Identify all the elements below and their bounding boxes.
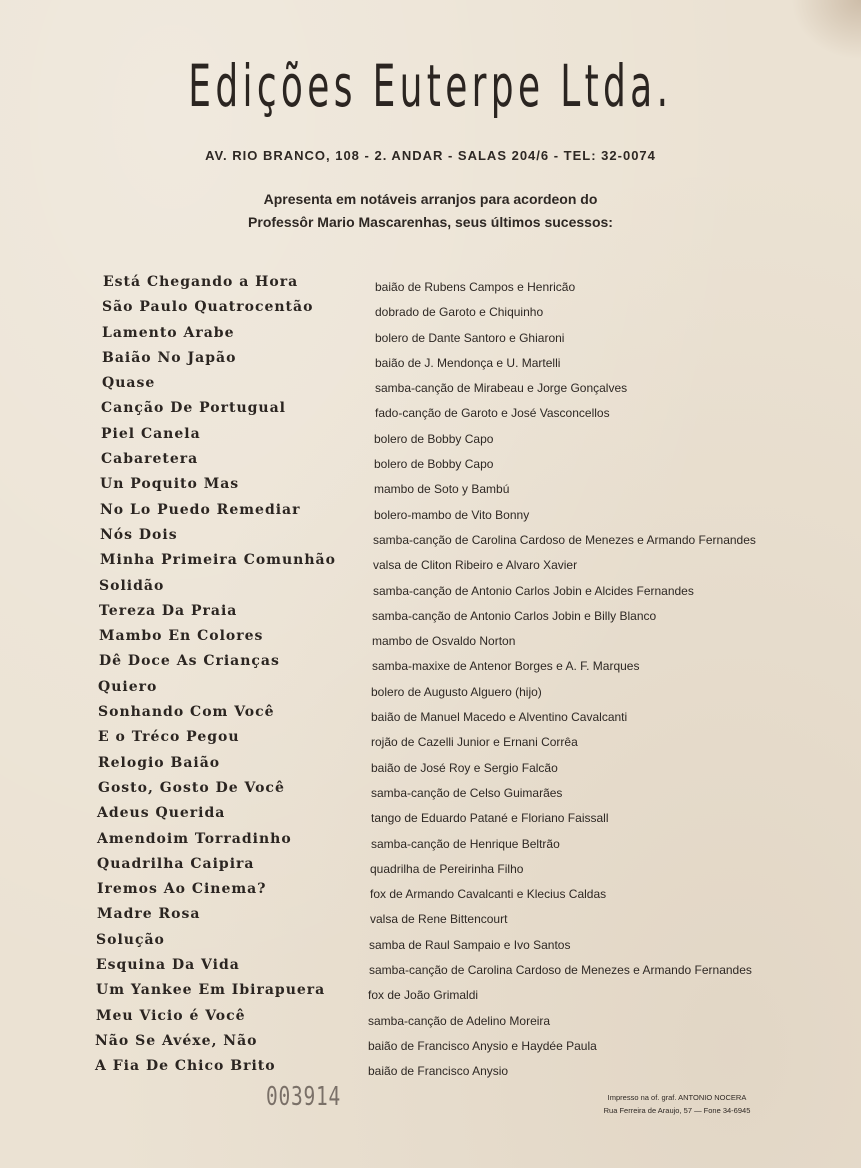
song-description: baião de José Roy e Sergio Falcão bbox=[371, 760, 558, 775]
list-item bbox=[0, 400, 861, 425]
song-description: bolero de Bobby Capo bbox=[374, 457, 494, 472]
publisher-title: Edições Euterpe Ltda. bbox=[188, 52, 673, 120]
song-description: dobrado de Garoto e Chiquinho bbox=[375, 305, 544, 320]
paper-stain bbox=[791, 0, 861, 60]
song-title: São Paulo Quatrocentão bbox=[102, 299, 314, 316]
song-description: baião de Rubens Campos e Henricão bbox=[375, 280, 576, 294]
intro-text bbox=[0, 188, 861, 234]
song-description: bolero de Dante Santoro e Ghiaroni bbox=[375, 330, 565, 345]
song-description: samba-canção de Carolina Cardoso de Menezes e Armando Fernandes bbox=[369, 963, 752, 978]
list-item bbox=[0, 299, 861, 324]
intro-line-1: Apresenta em notáveis arranjos para acordeon do bbox=[263, 191, 598, 207]
song-description: bolero de Bobby Capo bbox=[374, 431, 494, 446]
song-description: samba-canção de Carolina Cardoso de Menezes e Armando Fernandes bbox=[373, 532, 756, 547]
song-title: Quadrilha Caipira bbox=[97, 855, 255, 872]
song-title: Amendoim Torradinho bbox=[97, 830, 292, 847]
song-description: baião de Francisco Anysio bbox=[368, 1064, 509, 1079]
song-title: Solidão bbox=[99, 577, 165, 594]
printer-line-1: Impresso na of. graf. ANTONIO NOCERA bbox=[607, 1093, 747, 1102]
song-title: Minha Primeira Comunhão bbox=[100, 552, 336, 569]
list-item bbox=[0, 527, 861, 552]
song-title: A Fia De Chico Brito bbox=[95, 1058, 276, 1075]
song-description: quadrilha de Pereirinha Filho bbox=[370, 861, 524, 876]
list-item bbox=[0, 906, 861, 931]
song-description: samba-canção de Celso Guimarães bbox=[371, 785, 563, 800]
list-item bbox=[0, 881, 861, 906]
song-title: Mambo En Colores bbox=[99, 628, 264, 645]
printer-line-2: Rua Ferreira de Araujo, 57 — Fone 34-6945 bbox=[603, 1106, 751, 1115]
song-title: Nós Dois bbox=[100, 526, 178, 543]
song-description: baião de J. Mendonça e U. Martelli bbox=[375, 355, 561, 370]
song-title: Adeus Querida bbox=[97, 805, 226, 822]
song-title: Iremos Ao Cinema? bbox=[97, 881, 267, 898]
song-title: Canção De Portugual bbox=[101, 400, 286, 417]
list-item bbox=[0, 1008, 861, 1033]
song-title: Quase bbox=[102, 375, 156, 392]
list-item bbox=[0, 780, 861, 805]
song-title: Un Poquito Mas bbox=[100, 476, 240, 493]
song-title: E o Tréco Pegou bbox=[98, 729, 240, 746]
list-item bbox=[0, 805, 861, 830]
song-description: samba de Raul Sampaio e Ivo Santos bbox=[369, 937, 571, 952]
song-title: Lamento Arabe bbox=[102, 324, 235, 341]
song-title: Quiero bbox=[98, 678, 158, 695]
song-title: Cabaretera bbox=[101, 451, 199, 468]
publisher-address: AV. RIO BRANCO, 108 - 2. ANDAR - SALAS 204/6 - TEL: 32-0074 bbox=[205, 148, 656, 163]
song-title: Esquina Da Vida bbox=[96, 957, 240, 974]
song-description: bolero-mambo de Vito Bonny bbox=[374, 507, 530, 522]
song-description: baião de Francisco Anysio e Haydée Paula bbox=[368, 1038, 597, 1053]
song-title: Sonhando Com Você bbox=[98, 704, 275, 721]
list-item bbox=[0, 325, 861, 350]
intro-line-2: Professôr Mario Mascarenhas, seus últimos sucessos: bbox=[248, 214, 613, 230]
list-item bbox=[0, 375, 861, 400]
list-item bbox=[0, 476, 861, 501]
song-description: valsa de Cliton Ribeiro e Alvaro Xavier bbox=[373, 558, 578, 573]
list-item bbox=[0, 1033, 861, 1058]
list-item bbox=[0, 679, 861, 704]
song-description: samba-canção de Henrique Beltrão bbox=[371, 836, 560, 851]
list-item bbox=[0, 653, 861, 678]
list-item bbox=[0, 982, 861, 1007]
song-description: valsa de Rene Bittencourt bbox=[370, 912, 508, 927]
song-description: tango de Eduardo Patané e Floriano Faissall bbox=[371, 811, 609, 826]
list-item bbox=[0, 350, 861, 375]
serial-number: 003914 bbox=[266, 1082, 341, 1112]
song-title: Relogio Baião bbox=[98, 754, 221, 771]
song-description: bolero de Augusto Alguero (hijo) bbox=[371, 684, 542, 699]
song-title: Não Se Avéxe, Não bbox=[95, 1032, 258, 1049]
list-item bbox=[0, 426, 861, 451]
song-description: samba-canção de Antonio Carlos Jobin e Billy Blanco bbox=[372, 608, 657, 623]
list-item bbox=[0, 603, 861, 628]
song-description: fox de João Grimaldi bbox=[368, 988, 479, 1003]
song-title: Madre Rosa bbox=[97, 906, 201, 923]
song-title: Meu Vicio é Você bbox=[96, 1007, 246, 1024]
list-item bbox=[0, 451, 861, 476]
list-item bbox=[0, 957, 861, 982]
song-description: samba-canção de Adelino Moreira bbox=[368, 1013, 551, 1028]
list-item bbox=[0, 729, 861, 754]
list-item bbox=[0, 274, 861, 299]
song-title: Um Yankee Em Ibirapuera bbox=[96, 982, 326, 999]
song-title: Baião No Japão bbox=[102, 349, 237, 366]
song-description: samba-canção de Antonio Carlos Jobin e Alcides Fernandes bbox=[373, 583, 694, 598]
song-description: mambo de Soto y Bambú bbox=[374, 482, 510, 497]
list-item bbox=[0, 628, 861, 653]
song-description: samba-canção de Mirabeau e Jorge Gonçalves bbox=[375, 381, 628, 396]
song-title: Dê Doce As Crianças bbox=[99, 653, 280, 670]
song-description: fox de Armando Cavalcanti e Klecius Caldas bbox=[370, 887, 607, 902]
song-description: baião de Manuel Macedo e Alventino Cavalcanti bbox=[371, 710, 628, 725]
list-item bbox=[0, 755, 861, 780]
song-title: No Lo Puedo Remediar bbox=[100, 501, 301, 518]
list-item bbox=[0, 552, 861, 577]
song-description: fado-canção de Garoto e José Vasconcellos bbox=[375, 406, 610, 421]
list-item bbox=[0, 932, 861, 957]
song-description: rojão de Cazelli Junior e Ernani Corrêa bbox=[371, 735, 578, 750]
song-description: samba-maxixe de Antenor Borges e A. F. Marques bbox=[372, 659, 640, 674]
list-item bbox=[0, 578, 861, 603]
list-item bbox=[0, 856, 861, 881]
list-item bbox=[0, 704, 861, 729]
song-title: Está Chegando a Hora bbox=[103, 274, 299, 290]
song-description: mambo de Osvaldo Norton bbox=[372, 634, 516, 649]
list-item bbox=[0, 502, 861, 527]
list-item bbox=[0, 1058, 861, 1083]
printer-imprint bbox=[592, 1091, 762, 1117]
list-item bbox=[0, 831, 861, 856]
song-title: Gosto, Gosto De Você bbox=[98, 779, 285, 796]
song-title: Solução bbox=[96, 931, 165, 948]
song-title: Tereza Da Praia bbox=[99, 602, 238, 619]
song-title: Piel Canela bbox=[101, 425, 201, 442]
song-list bbox=[0, 274, 861, 1084]
